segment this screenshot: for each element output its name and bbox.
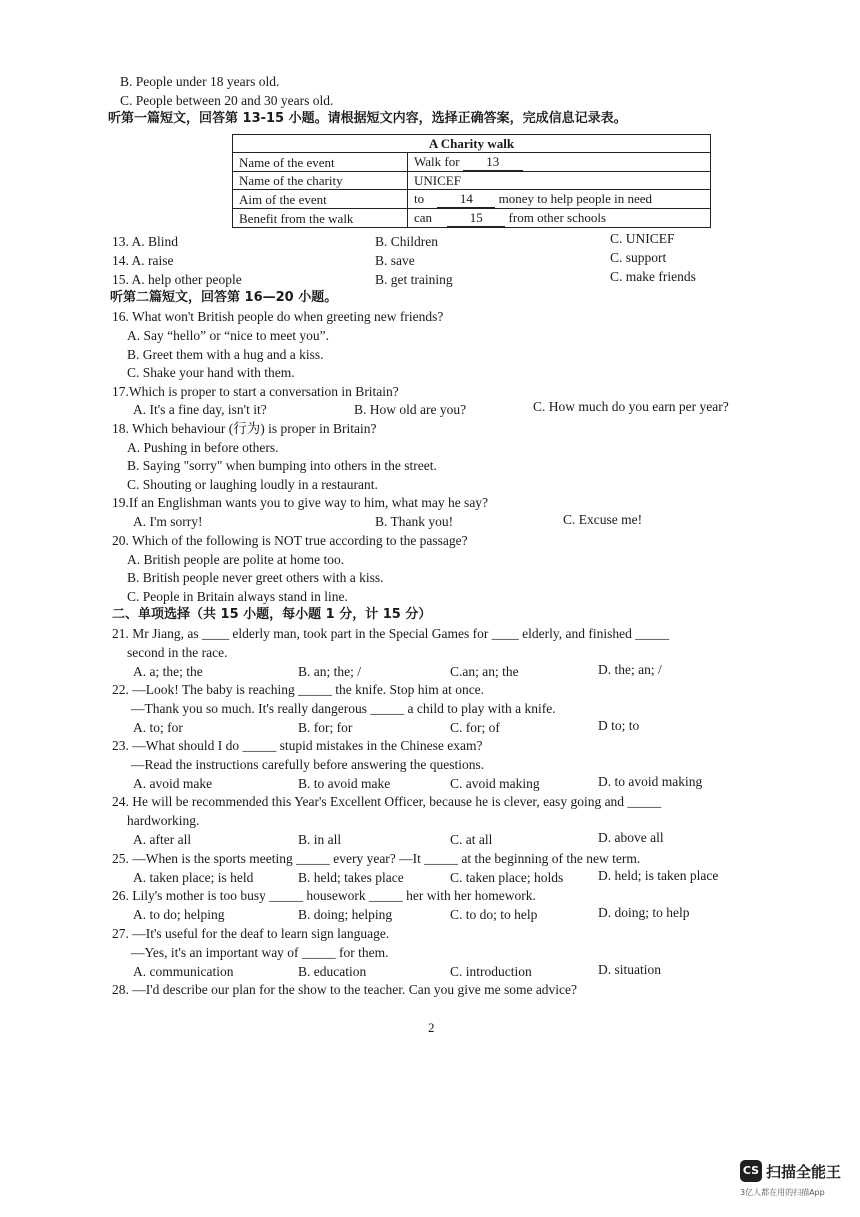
value-post: from other schools — [508, 210, 607, 225]
question-text: —Thank you so much. It's really dangerous _____ a child to play with a knife. — [131, 701, 556, 716]
question-text: B. doing; helping — [298, 907, 393, 922]
answer-blank-14: 14 — [437, 190, 495, 208]
question-text: C. support — [610, 250, 667, 265]
logo-name: 扫描全能王 — [766, 1163, 842, 1181]
question-text: B. in all — [298, 832, 342, 847]
section-heading: 二、单项选择（共 15 小题，每小题 1 分，计 15 分） — [112, 607, 432, 622]
question-text: —Read the instructions carefully before answering the questions. — [131, 757, 485, 772]
question-text: C. Shouting or laughing loudly in a restaurant. — [127, 477, 378, 492]
question-text: D to; to — [598, 718, 640, 733]
charity-walk-table — [232, 134, 711, 228]
question-text: C. UNICEF — [610, 231, 675, 246]
question-text: 15. A. help other people — [112, 272, 242, 287]
question-text: D. above all — [598, 830, 664, 845]
question-text: B. Thank you! — [375, 514, 454, 529]
question-text: A. after all — [133, 832, 192, 847]
question-text: 27. —It's useful for the deaf to learn sign language. — [112, 926, 390, 941]
value-pre: can — [414, 210, 433, 225]
question-text: B. education — [298, 964, 367, 979]
question-text: C.an; an; the — [450, 664, 519, 679]
question-text: 21. Mr Jiang, as ____ elderly man, took part in the Special Games for ____ elderly, and finished _____ — [112, 626, 670, 641]
table-row — [233, 190, 711, 209]
question-text: C. make friends — [610, 269, 696, 284]
question-text: B. to avoid make — [298, 776, 391, 791]
question-text: A. British people are polite at home too. — [127, 552, 345, 567]
row-label: Name of the event — [233, 153, 408, 172]
question-text: D. to avoid making — [598, 774, 703, 789]
table-title: A Charity walk — [233, 135, 711, 153]
question-text: B. get training — [375, 272, 453, 287]
question-text: B. held; takes place — [298, 870, 404, 885]
section-heading: 听第一篇短文，回答第 13-15 小题。请根据短文内容，选择正确答案，完成信息记录表。 — [108, 111, 627, 126]
question-text: second in the race. — [127, 645, 228, 660]
question-text: C. People in Britain always stand in line. — [127, 589, 348, 604]
question-text: A. avoid make — [133, 776, 213, 791]
question-text: C. at all — [450, 832, 493, 847]
question-text: 24. He will be recommended this Year's Excellent Officer, because he is clever, easy going and _____ — [112, 794, 662, 809]
question-text: D. held; is taken place — [598, 868, 719, 883]
question-text: C. Shake your hand with them. — [127, 365, 295, 380]
camscanner-logo — [740, 1160, 850, 1205]
question-text: A. to; for — [133, 720, 183, 735]
question-text: 28. —I'd describe our plan for the show to the teacher. Can you give me some advice? — [112, 982, 578, 997]
question-text: A. I'm sorry! — [133, 514, 203, 529]
question-text: —Yes, it's an important way of _____ for them. — [131, 945, 389, 960]
question-text: C. How much do you earn per year? — [533, 399, 729, 414]
question-text: 18. Which behaviour (行为) is proper in Britain? — [112, 421, 377, 436]
question-text: 26. Lily's mother is too busy _____ housework _____ her with her homework. — [112, 888, 536, 903]
question-text: B. Children — [375, 234, 438, 249]
question-text: 17.Which is proper to start a conversation in Britain? — [112, 384, 399, 399]
question-text: B. People under 18 years old. — [120, 74, 280, 89]
row-label: Name of the charity — [233, 172, 408, 190]
value-pre: to — [414, 191, 425, 206]
question-text: 25. —When is the sports meeting _____ every year? —It _____ at the beginning of the new term. — [112, 851, 641, 866]
question-text: 14. A. raise — [112, 253, 174, 268]
question-text: A. communication — [133, 964, 234, 979]
question-text: B. an; the; / — [298, 664, 361, 679]
question-text: 19.If an Englishman wants you to give way to him, what may he say? — [112, 495, 489, 510]
question-text: C. Excuse me! — [563, 512, 643, 527]
question-text: D. doing; to help — [598, 905, 690, 920]
question-text: A. taken place; is held — [133, 870, 254, 885]
question-text: C. avoid making — [450, 776, 540, 791]
answer-blank-15: 15 — [447, 209, 505, 227]
camscanner-icon: CS — [740, 1160, 762, 1182]
page-number: 2 — [428, 1020, 435, 1035]
question-text: hardworking. — [127, 813, 200, 828]
row-value: UNICEF — [408, 172, 711, 190]
value-post: money to help people in need — [498, 191, 653, 206]
question-text: 20. Which of the following is NOT true according to the passage? — [112, 533, 468, 548]
logo-tagline: 3亿人都在用的扫描App — [740, 1188, 825, 1197]
question-text: B. British people never greet others with a kiss. — [127, 570, 384, 585]
question-text: 13. A. Blind — [112, 234, 179, 249]
table-row — [233, 153, 711, 172]
row-label: Aim of the event — [233, 190, 408, 209]
row-value — [408, 190, 711, 209]
question-text: A. Pushing in before others. — [127, 440, 279, 455]
question-text: C. People between 20 and 30 years old. — [120, 93, 334, 108]
table-header-row — [233, 135, 711, 153]
question-text: A. Say “hello” or “nice to meet you”. — [127, 328, 330, 343]
question-text: A. It's a fine day, isn't it? — [133, 402, 267, 417]
question-text: A. to do; helping — [133, 907, 225, 922]
value-pre: Walk for — [414, 154, 460, 169]
question-text: 22. —Look! The baby is reaching _____ the knife. Stop him at once. — [112, 682, 485, 697]
question-text: B. save — [375, 253, 415, 268]
question-text: C. to do; to help — [450, 907, 538, 922]
question-text: A. a; the; the — [133, 664, 203, 679]
row-value — [408, 153, 711, 172]
question-text: D. the; an; / — [598, 662, 662, 677]
question-text: B. Saying "sorry" when bumping into others in the street. — [127, 458, 437, 473]
row-value — [408, 209, 711, 228]
question-text: C. for; of — [450, 720, 500, 735]
question-text: C. taken place; holds — [450, 870, 564, 885]
question-text: B. for; for — [298, 720, 353, 735]
question-text: 23. —What should I do _____ stupid mistakes in the Chinese exam? — [112, 738, 483, 753]
question-text: D. situation — [598, 962, 661, 977]
table-row — [233, 209, 711, 228]
question-text: C. introduction — [450, 964, 532, 979]
question-text: B. Greet them with a hug and a kiss. — [127, 347, 324, 362]
table-row — [233, 172, 711, 190]
answer-blank-13: 13 — [463, 153, 523, 171]
question-text: 16. What won't British people do when greeting new friends? — [112, 309, 444, 324]
section-heading: 听第二篇短文，回答第 16—20 小题。 — [110, 290, 338, 305]
question-text: B. How old are you? — [354, 402, 467, 417]
row-label: Benefit from the walk — [233, 209, 408, 228]
